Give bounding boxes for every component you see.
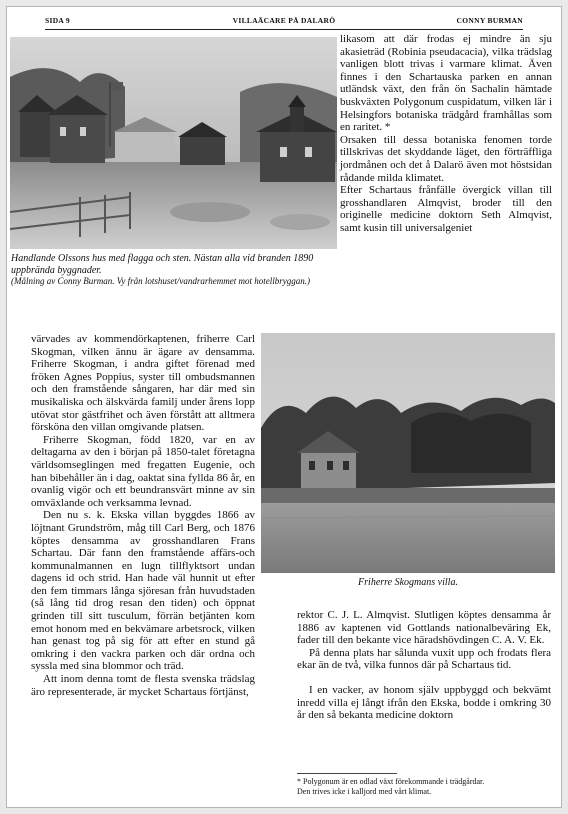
text-column-top-right xyxy=(340,33,552,235)
running-title: VILLAÄCARE PÅ DALARÖ xyxy=(232,16,336,25)
paragraph: Den nu s. k. Ekska villan byggdes 1866 av löjtnant Grundström, måg till Carl Berg, och 1876 köptes densamma av grosshandlaren Frans Schartau. Där fann den framstående affärs-och kommunalmannen en lugn tillflyktsort undan dagens id och strid. Han hade väl hunnit ut efter den fem timmars långa sjöresan från huvudstaden (så lång tid drog resan den tiden) och öppnat grinden till sitt tusculum, förrän betjänten kom emot honom med en bekvämare arbetsrock, vilken han genast tog på sig för att efter en stund gå omkring i den vackra parken och där ordna och syssla med sina blommor och träd. xyxy=(31,509,255,673)
villa-photo xyxy=(261,333,555,573)
paragraph: I en vacker, av honom själv uppbyggd och bekvämt inredd villa ej långt ifrån den Ekska, bodde i omkring 30 år den så bekanta medicine doktorn xyxy=(297,683,551,722)
footnote-line: Den trives icke i kalljord med vårt klimat. xyxy=(297,787,432,796)
text-column-bottom-right xyxy=(297,609,551,722)
text-column-left xyxy=(31,333,255,698)
paragraph: likasom att där frodas ej mindre än sju akasieträd (Robinia pseudacacia), vilka trädslag vanligen blott trivas i varmare klimat. Även finnes i den Schartauska parken en annan utländsk växt, den från ön Sachalin hämtade buskväxten Polygonum cuspidatum, vilken lär i Helsingfors botaniska trädgård framhållas som en raritet. * xyxy=(340,33,552,134)
page-header xyxy=(45,16,523,28)
author-name: CONNY BURMAN xyxy=(456,16,523,25)
document-page xyxy=(6,6,562,808)
paragraph: Efter Schartaus frånfälle övergick villan till grosshandlaren Almqvist, broder till den originelle medicine doktorn Seth Almqvist, samt kusin till universalgeniet xyxy=(340,184,552,234)
painting-photo xyxy=(10,37,337,249)
paragraph: Orsaken till dessa botaniska fenomen torde tillskrivas det skyddande läget, den förträffliga jordmånen och det å Dalarö även mot höstsidan rådande milda klimatet. xyxy=(340,133,552,184)
painting-caption xyxy=(11,253,337,287)
footnote-line: * Polygonum är en odlad växt förekommande i trädgårdar. xyxy=(297,777,485,786)
painting-caption-main: Handlande Olssons hus med flagga och sten. Nästan alla vid branden 1890 uppbrända byggnader. xyxy=(11,253,314,276)
paragraph: På denna plats har sålunda vuxit upp och frodats flera ekar än de två, vilka funnos där på Schartaus tid. xyxy=(297,646,551,672)
paragraph: Att inom denna tomt de flesta svenska trädslag äro representerade, är mycket Schartaus förtjänst, xyxy=(31,673,255,698)
painting-caption-note: (Målning av Conny Burman. Vy från lotshuset/vandrarhemmet mot hotellbryggan.) xyxy=(11,276,310,286)
header-rule xyxy=(45,29,523,30)
paragraph: rektor C. J. L. Almqvist. Slutligen köptes densamma år 1886 av kaptenen vid Gottlands nationalbeväring Ek, fader till den bekante vice häradshövdingen C. A. V. Ek. xyxy=(297,609,551,647)
page-number: SIDA 9 xyxy=(45,16,70,25)
paragraph: värvades av kommendörkaptenen, friherre Carl Skogman, vilken ännu är ägare av densamma. Friherre Skogman, i andra giftet förenad med fröken Agnes Poppius, syster till ombudsmannen och den framstående sångaren, har där med sin musikaliska och älskvärda familj under årens lopp utövat stor gästfrihet och även förstått att alltmera försköna den villan omgivande platsen. xyxy=(31,333,255,434)
footnote xyxy=(297,777,551,797)
footnote-rule xyxy=(297,773,397,774)
villa-caption: Friherre Skogmans villa. xyxy=(358,577,458,588)
paragraph: Friherre Skogman, född 1820, var en av deltagarna av den i början på 1850-talet företagna världsomseglingen med fregatten Eugenie, och han bibehåller än i dag, oaktat sina fyllda 86 år, en ovanlig vigör och ett beundransvärt minne av sin omväxlande och verksamma levnad. xyxy=(31,433,255,509)
